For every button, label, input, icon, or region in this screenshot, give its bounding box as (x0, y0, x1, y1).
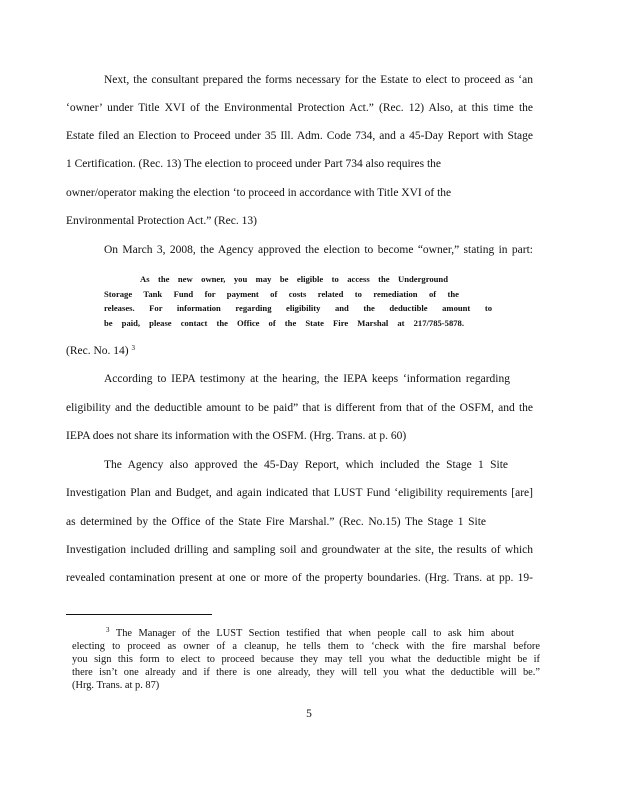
footnote-line: electing to proceed as owner of a cleanup, he tells them to ‘check with the fire marshal before (72, 641, 540, 652)
footnote-reference: 3 (131, 344, 135, 352)
footnote-separator (66, 614, 212, 615)
footnote-line (106, 628, 514, 641)
page-number: 5 (306, 708, 312, 720)
body-line: owner/operator making the election ‘to proceed in accordance with Title XVI of the (66, 187, 452, 199)
footnote-text: The Manager of the LUST Section testified that when people call to ask him about (115, 628, 514, 639)
body-line: IEPA does not share its information with the OSFM. (Hrg. Trans. at p. 60) (66, 430, 407, 442)
citation-text: (Rec. No. 14) (66, 345, 129, 357)
footnote-line: you sign this form to elect to proceed because they may tell you what the deductible might be if (72, 654, 540, 665)
body-line: Investigation Plan and Budget, and again indicated that LUST Fund ‘eligibility requirements [are] (66, 487, 533, 499)
body-line: Next, the consultant prepared the forms necessary for the Estate to elect to proceed as ‘an (104, 74, 533, 86)
body-line: Investigation included drilling and sampling soil and groundwater at the site, the results of which (66, 544, 533, 556)
footnote-line: (Hrg. Trans. at p. 87) (72, 680, 160, 691)
body-line: Estate filed an Election to Proceed under 35 Ill. Adm. Code 734, and a 45-Day Report with Stage (66, 130, 533, 142)
block-quote-line: be paid, please contact the Office of the State Fire Marshal at 217/785-5878. (104, 318, 464, 328)
body-line: revealed contamination present at one or more of the property boundaries. (Hrg. Trans. at pp. 19- (66, 572, 533, 584)
body-line: as determined by the Office of the State Fire Marshal.” (Rec. No.15) The Stage 1 Site (66, 516, 486, 528)
body-line: According to IEPA testimony at the hearing, the IEPA keeps ‘information regarding (104, 373, 510, 385)
footnote-line: there isn’t one already and if there is one already, they will tell you what the deductible will be.” (72, 667, 540, 678)
footnote-number: 3 (106, 626, 110, 634)
citation (66, 344, 186, 358)
block-quote-line: As the new owner, you may be eligible to access the Underground (140, 274, 448, 284)
body-line: ‘owner’ under Title XVI of the Environmental Protection Act.” (Rec. 12) Also, at this time the (66, 102, 533, 114)
body-line: On March 3, 2008, the Agency approved the election to become “owner,” stating in part: (104, 244, 533, 256)
body-line: 1 Certification. (Rec. 13) The election to proceed under Part 734 also requires the (66, 158, 442, 170)
body-line: Environmental Protection Act.” (Rec. 13) (66, 215, 257, 227)
block-quote-line: releases. For information regarding eligibility and the deductible amount to (104, 303, 492, 313)
body-line: eligibility and the deductible amount to be paid” that is different from that of the OSFM, and the (66, 402, 533, 414)
body-line: The Agency also approved the 45-Day Report, which included the Stage 1 Site (104, 459, 508, 471)
block-quote-line: Storage Tank Fund for payment of costs related to remediation of the (104, 289, 459, 299)
